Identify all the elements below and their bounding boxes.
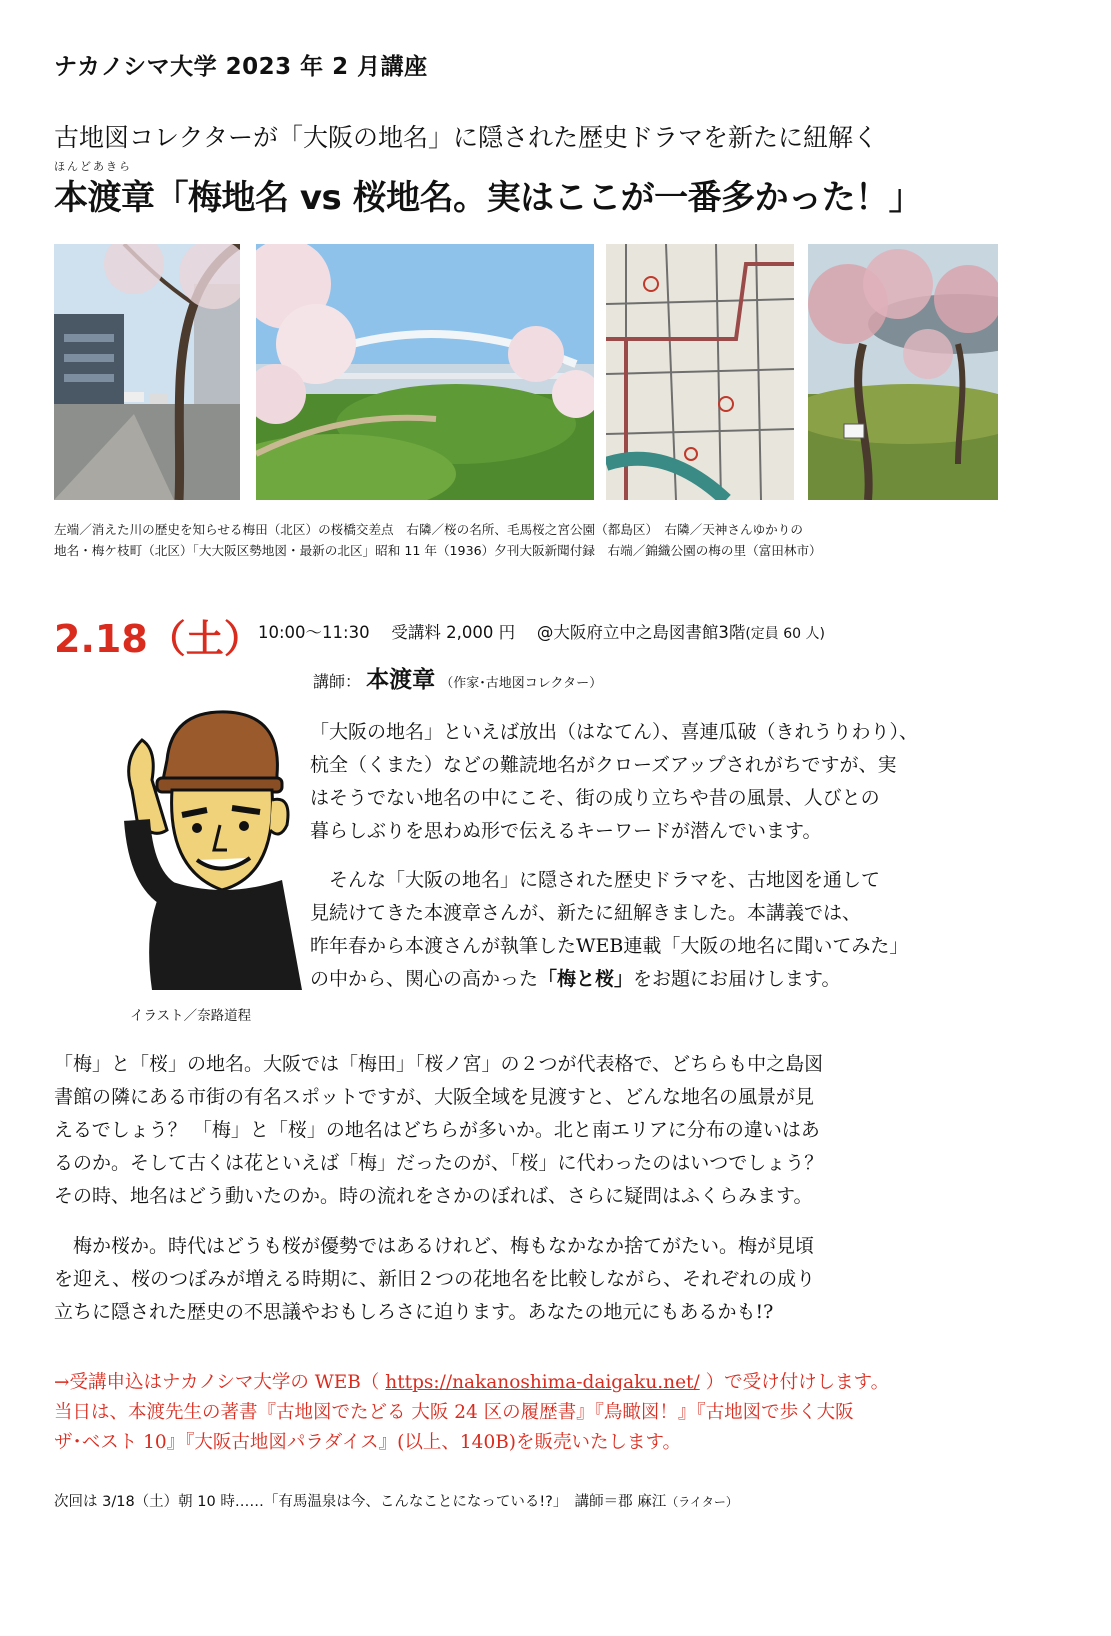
application-notice: →受講申込はナカノシマ大学の WEB（ https://nakanoshima-daigaku.net/ ）で受け付けします。 当日は、本渡先生の著書『古地図でたどる 大阪 24 区の履歴書』『鳥瞰図！』『古地図で歩く大阪 ザ･ベスト 10』『大阪古地図パラダイス』(以上、140B)を販売いたします。: [54, 1372, 890, 1453]
topic-highlight: 「梅と桜」: [538, 968, 634, 990]
event-fee: 受講料 2,000 円: [391, 623, 516, 642]
photo-caption: 左端／消えた川の歴史を知らせる梅田（北区）の桜橋交差点 右隣／桜の名所、毛馬桜之宮公園（都島区） 右隣／天神さんゆかりの 地名・梅ケ枝町（北区）「大大阪区勢地図・最新の北区」昭和 11 年（1936）夕刊大阪新聞付録 右端／錦織公園の梅の里（富田林市）: [54, 522, 822, 558]
event-capacity: (定員 60 人): [745, 626, 825, 642]
body-paragraph-4: 梅か桜か。時代はどうも桜が優勢ではあるけれど、梅もなかなか捨てがたい。梅が見頃 を迎え、桜のつぼみが増える時期に、新旧２つの花地名を比較しながら、それぞれの成り 立ちに隠された歴史の不思議やおもしろさに迫ります。あなたの地元にもあるかも!?: [54, 1235, 816, 1323]
lecturer-line: [313, 661, 602, 694]
lecturer-label: 講師：: [313, 672, 362, 691]
title-ruby: ほんどあきら: [54, 160, 132, 173]
series-label: ナカノシマ大学 2023 年 2 月講座: [54, 54, 428, 80]
event-info: [258, 619, 825, 643]
page-title: 本渡章「梅地名 vs 桜地名。実はここが一番多かった！」: [54, 178, 923, 218]
subtitle: 古地図コレクターが「大阪の地名」に隠された歴史ドラマを新たに紐解く: [54, 123, 879, 152]
plum-grove-photo: [808, 244, 998, 500]
event-venue: @大阪府立中之島図書館3階: [536, 623, 746, 642]
old-map-photo: [606, 244, 794, 500]
lecturer-role: （作家･古地図コレクター）: [440, 676, 603, 691]
lecturer-name: 本渡章: [366, 667, 436, 693]
body-paragraph-2: そんな「大阪の地名」に隠された歴史ドラマを、古地図を通して 見続けてきた本渡章さんが、新たに紐解きました。本講義では、 昨年春から本渡さんが執筆したWEB連載「大阪の地名に聞いてみた」 の中から、関心の高かった「梅と桜」をお題にお届けします。: [310, 869, 909, 990]
illustration-caption: イラスト／奈路道程: [130, 1008, 252, 1024]
body-paragraph-3: 「梅」と「桜」の地名。大阪では「梅田」「桜ノ宮」の２つが代表格で、どちらも中之島図 書館の隣にある市街の有名スポットですが、大阪全域を見渡すと、どんな地名の風景が見 えるでしょう？ 「梅」と「桜」の地名はどちらが多いか。北と南エリアに分布の違いはあ るのか。そして古くは花といえば「梅」だったのが、「桜」に代わったのはいつでしょう？ その時、地名はどう動いたのか。時の流れをさかのぼれば、さらに疑問はふくらみます。: [54, 1053, 824, 1207]
street-intersection-photo: [54, 244, 240, 500]
website-link[interactable]: https://nakanoshima-daigaku.net/: [385, 1372, 700, 1393]
cherry-blossom-bridge-photo: [256, 244, 594, 500]
next-lecture: 次回は 3/18（土）朝 10 時……「有馬温泉は今、こんなことになっている!?」 講師＝郡 麻江（ライター）: [54, 1494, 738, 1510]
event-date: 2.18（土）: [54, 617, 262, 661]
lecturer-illustration: [112, 700, 312, 990]
event-time: 10:00～11:30: [258, 623, 370, 642]
body-paragraph-1: 「大阪の地名」といえば放出（はなてん）、喜連瓜破（きれうりわり）、 杭全（くまた）などの難読地名がクローズアップされがちですが、実 はそうでない地名の中にこそ、街の成り立ちや昔の風景、人びとの 暮らしぶりを思わぬ形で伝えるキーワードが潜んでいます。: [310, 721, 919, 842]
